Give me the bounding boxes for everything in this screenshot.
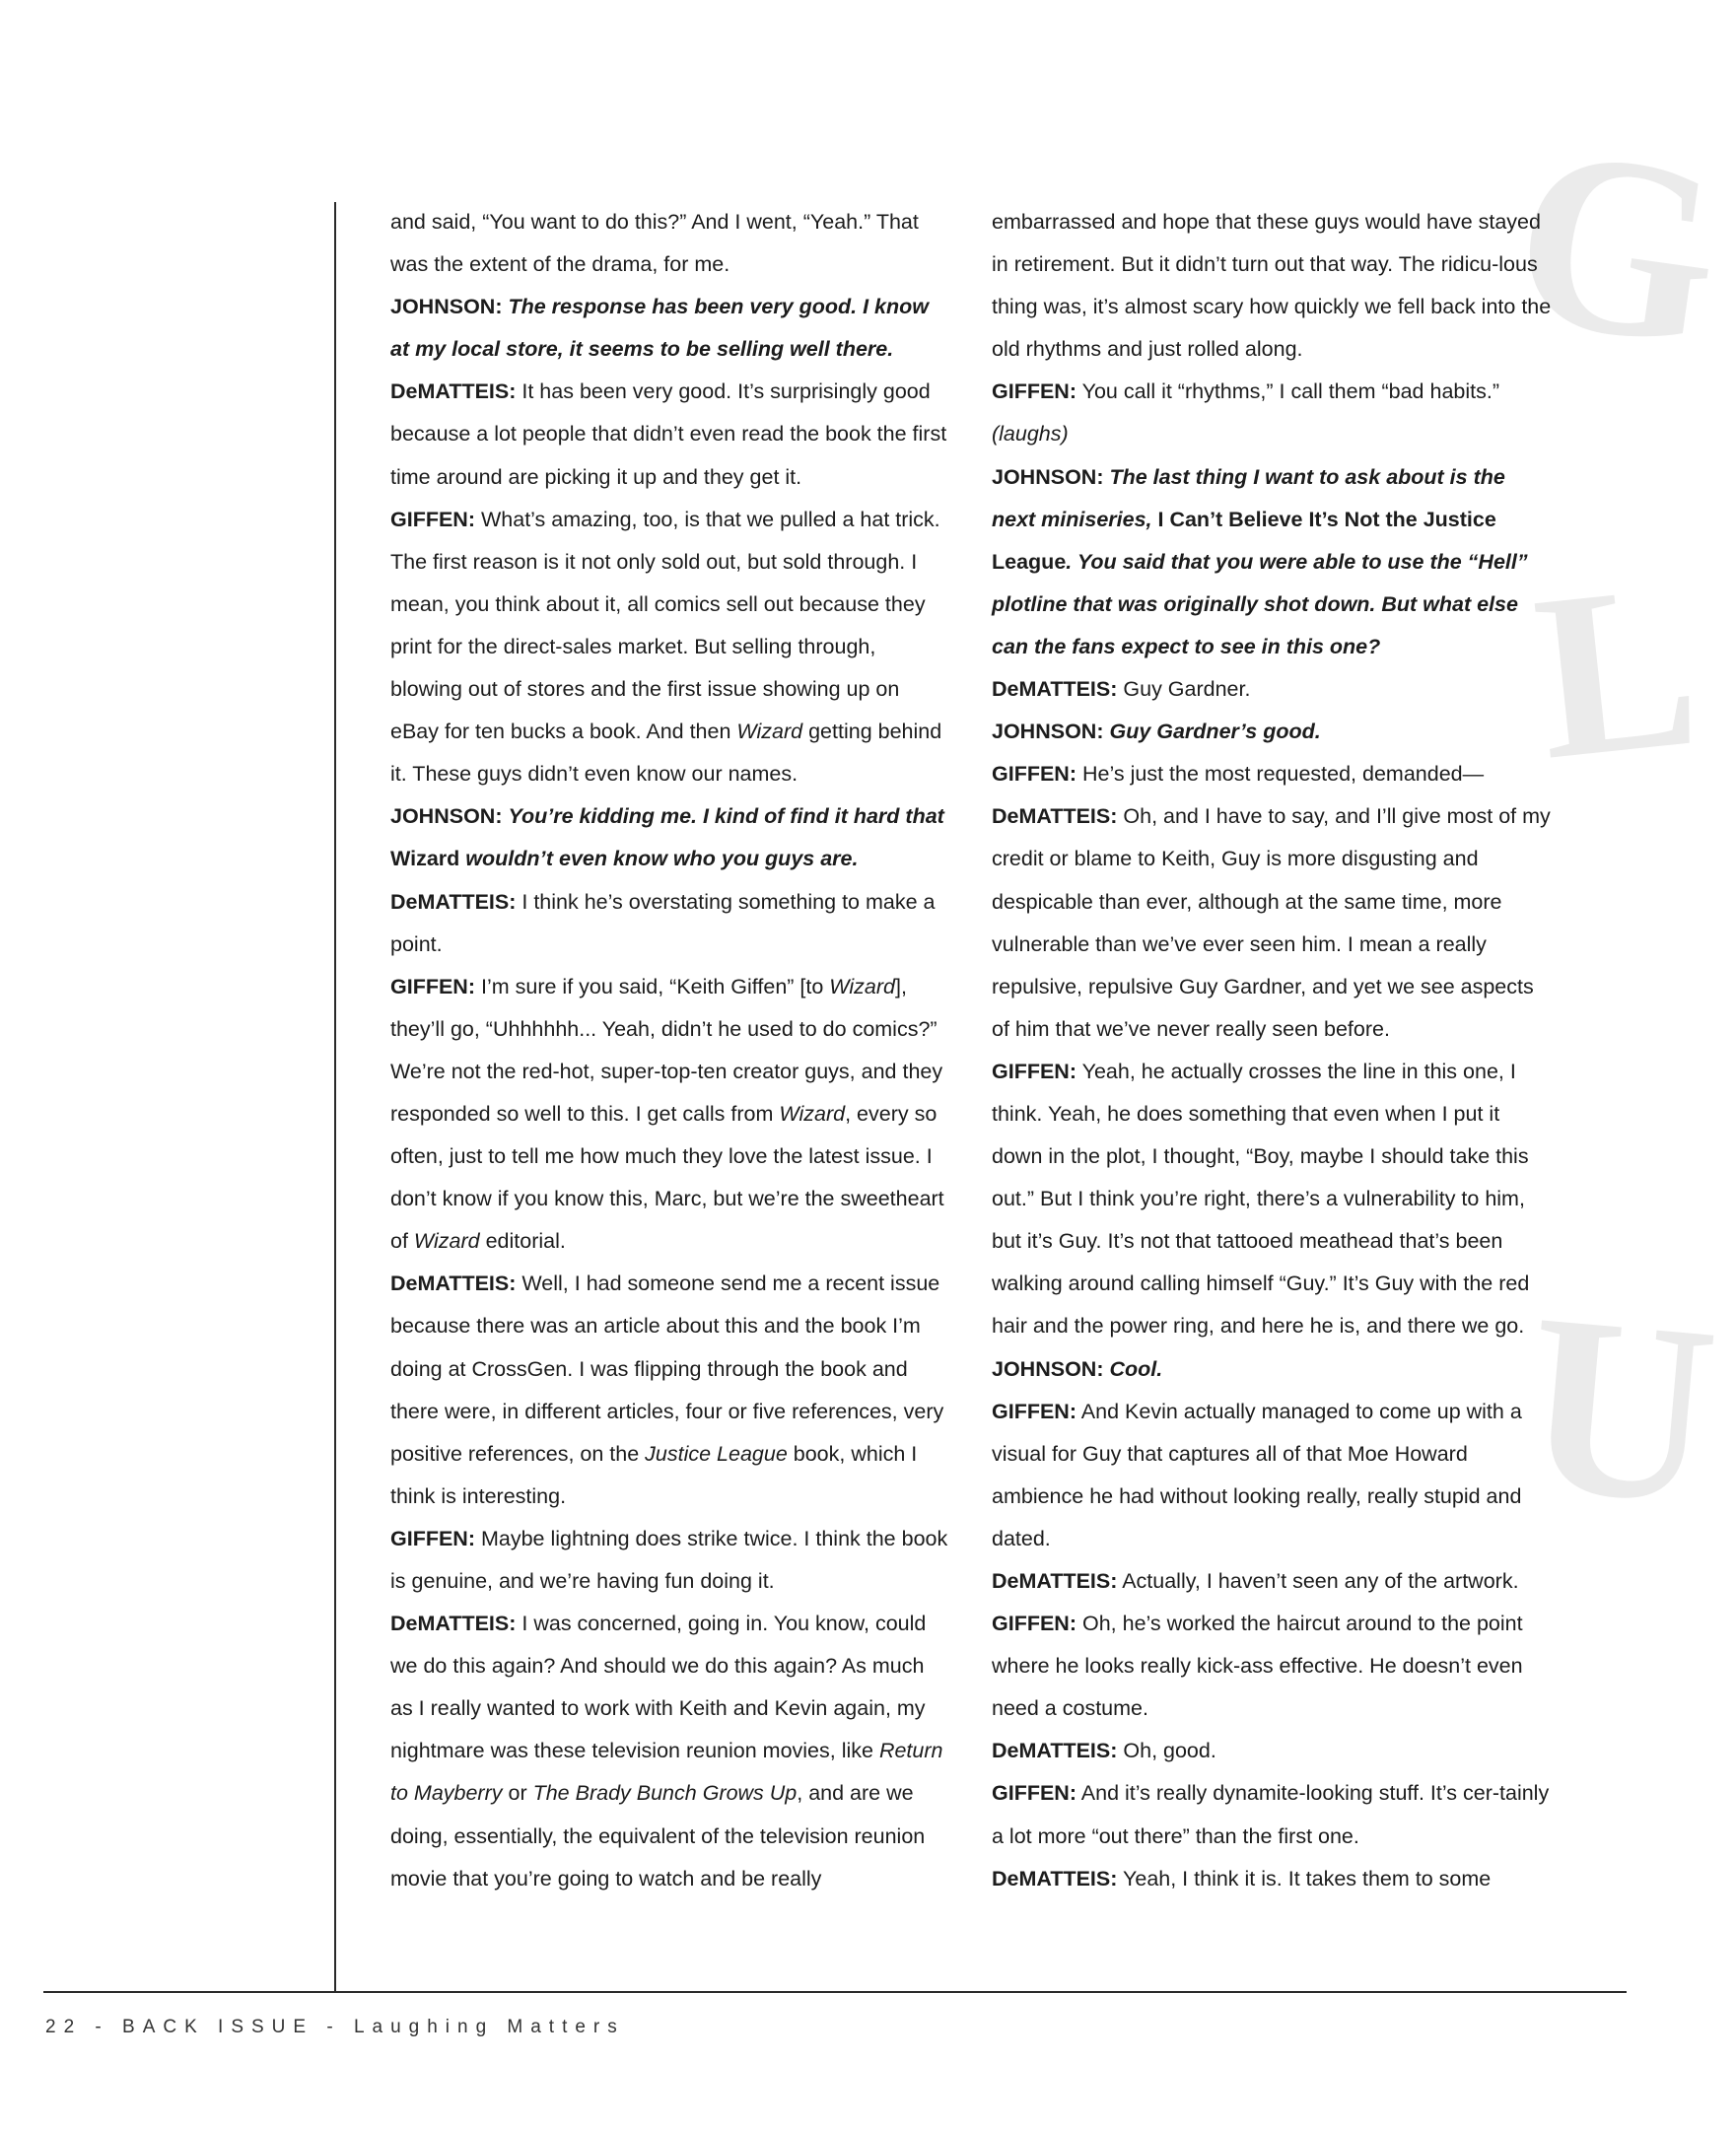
interview-answer: DeMATTEIS: Yeah, I think it is. It takes them to some [992,1866,1492,1890]
speaker-label: JOHNSON: [992,720,1104,744]
magazine-title: Wizard [779,1101,846,1126]
interview-answer: GIFFEN: Yeah, he actually crosses the line in this one, I think. Yeah, he does something that even when I put it down in the plot, I thought, “Boy, maybe I should take this out.” But I think you’re right, there’s a vulnerability to him, but it’s Guy. It’s not that tattooed meathead that’s been walking around calling himself “Guy.” It’s Guy with the red hair and the power ring, and here he is, and there we go. [992,1059,1530,1339]
magazine-title: Wizard [829,974,896,998]
speaker-label: JOHNSON: [390,295,503,319]
interview-question: JOHNSON: The response has been very good. I know at my local store, it seems to be selling well there. [390,295,929,362]
interview-answer: GIFFEN: And Kevin actually managed to come up with a visual for Guy that captures all of that Moe Howard ambience he had without looking really, really stupid and dated. [992,1399,1522,1550]
interview-answer: DeMATTEIS: Guy Gardner. [992,677,1251,702]
interview-answer: GIFFEN: Maybe lightning does strike twice. I think the book is genuine, and we’re having fun doing it. [390,1526,948,1593]
interview-question: JOHNSON: You’re kidding me. I kind of find it hard that Wizard wouldn’t even know who you guys are. [390,804,944,871]
book-title: Justice League [645,1441,788,1466]
column-rule-vertical [334,202,336,1992]
speaker-label: DeMATTEIS: [390,1612,517,1636]
speaker-label: DeMATTEIS: [390,889,517,914]
magazine-title: Wizard [736,720,803,744]
speaker-label: JOHNSON: [992,464,1104,489]
speaker-label: GIFFEN: [390,1526,475,1550]
right-column [992,201,1552,1900]
book-title: I Can’t Believe It’s Not the Justice League [992,507,1496,574]
interview-answer: DeMATTEIS: Well, I had someone send me a recent issue because there was an article about this and the book I’m doing at CrossGen. I was flipping through the book and there were, in different articles, four or five references, very positive references, on the Justice League book, which I think is interesting. [390,1272,944,1508]
interview-answer: GIFFEN: You call it “rhythms,” I call them “bad habits.” (laughs) [992,379,1499,447]
magazine-title: Wizard [413,1229,480,1254]
magazine-title: Wizard [390,847,460,871]
interview-answer: GIFFEN: He’s just the most requested, demanded— [992,762,1485,787]
speaker-label: DeMATTEIS: [992,1739,1118,1763]
interview-answer: DeMATTEIS: Oh, and I have to say, and I’ll give most of my credit or blame to Keith, Guy is more disgusting and despicable than ever, although at the same time, more vulnerable than we’ve ever seen him. I mean a really repulsive, repulsive Guy Gardner, and yet we see aspects of him that we’ve never really seen before. [992,804,1551,1041]
interview-answer: GIFFEN: What’s amazing, too, is that we pulled a hat trick. The first reason is it not only sold out, but sold through. I mean, you think about it, all comics sell out because they print for the direct-sales market. But selling through, blowing out of stores and the first issue showing up on eBay for ten bucks a book. And then Wizard getting behind it. These guys didn’t even know our names. [390,507,942,787]
speaker-label: DeMATTEIS: [992,1569,1118,1593]
interview-answer: DeMATTEIS: Actually, I haven’t seen any of the artwork. [992,1569,1519,1593]
speaker-label: GIFFEN: [992,1399,1076,1423]
speaker-label: DeMATTEIS: [390,379,517,404]
paragraph-continuation: embarrassed and hope that these guys would have stayed in retirement. But it didn’t turn out that way. The ridicu-lous thing was, it’s almost scary how quickly we fell back into the old rhythms and just rolled along. [992,210,1552,362]
speaker-label: DeMATTEIS: [992,804,1118,829]
speaker-label: DeMATTEIS: [390,1272,517,1296]
movie-title: Return to Mayberry [390,1739,943,1806]
speaker-label: GIFFEN: [390,507,475,531]
speaker-label: DeMATTEIS: [992,677,1118,702]
footer-rule [43,1991,1627,1993]
interview-answer: GIFFEN: And it’s really dynamite-looking stuff. It’s cer-tainly a lot more “out there” than the first one. [992,1781,1550,1848]
speaker-label: GIFFEN: [992,1059,1076,1083]
interview-answer: GIFFEN: Oh, he’s worked the haircut around to the point where he looks really kick-ass effective. He doesn’t even need a costume. [992,1612,1523,1721]
speaker-label: GIFFEN: [992,379,1076,404]
speaker-label: GIFFEN: [390,974,475,998]
interview-question: JOHNSON: The last thing I want to ask about is the next miniseries, I Can’t Believe It’s Not the Justice League. You said that you were able to use the “Hell” plotline that was originally shot down. But what else can the fans expect to see in this one? [992,464,1528,658]
speaker-label: GIFFEN: [992,762,1076,787]
interview-answer: GIFFEN: I’m sure if you said, “Keith Giffen” [to Wizard], they’ll go, “Uhhhhhh... Yeah, didn’t he used to do comics?” We’re not the red-hot, super-top-ten creator guys, and they responded so well to this. I get calls from Wizard, every so often, just to tell me how much they love the latest issue. I don’t know if you know this, Marc, but we’re the sweetheart of Wizard editorial. [390,974,944,1254]
movie-title: The Brady Bunch Grows Up [532,1781,798,1806]
interview-answer: DeMATTEIS: Oh, good. [992,1739,1216,1763]
stage-direction: (laughs) [992,422,1069,447]
speaker-label: JOHNSON: [992,1356,1104,1381]
interview-answer: DeMATTEIS: I think he’s overstating something to make a point. [390,889,936,956]
bleed-through-art: L [1524,531,1709,809]
speaker-label: DeMATTEIS: [992,1866,1118,1890]
interview-question: JOHNSON: Cool. [992,1356,1163,1381]
left-column [390,201,950,1900]
speaker-label: GIFFEN: [992,1612,1076,1636]
interview-answer: DeMATTEIS: I was concerned, going in. You know, could we do this again? And should we do this again? As much as I really wanted to work with Keith and Kevin again, my nightmare was these television reunion movies, like Return to Mayberry or The Brady Bunch Grows Up, and are we doing, essentially, the equivalent of the television reunion movie that you’re going to watch and be really [390,1612,943,1890]
interview-question: JOHNSON: Guy Gardner’s good. [992,720,1321,744]
paragraph-continuation: and said, “You want to do this?” And I went, “Yeah.” That was the extent of the drama, for me. [390,210,919,277]
speaker-label: GIFFEN: [992,1781,1076,1806]
bleed-through-art: U [1515,1260,1725,1559]
speaker-label: JOHNSON: [390,804,503,829]
interview-answer: DeMATTEIS: It has been very good. It’s surprisingly good because a lot people that didn’t even read the book the first time around are picking it up and they get it. [390,379,947,489]
bleed-through-art: G [1498,92,1736,401]
page-folio: 22 - BACK ISSUE - Laughing Matters [45,2017,625,2037]
